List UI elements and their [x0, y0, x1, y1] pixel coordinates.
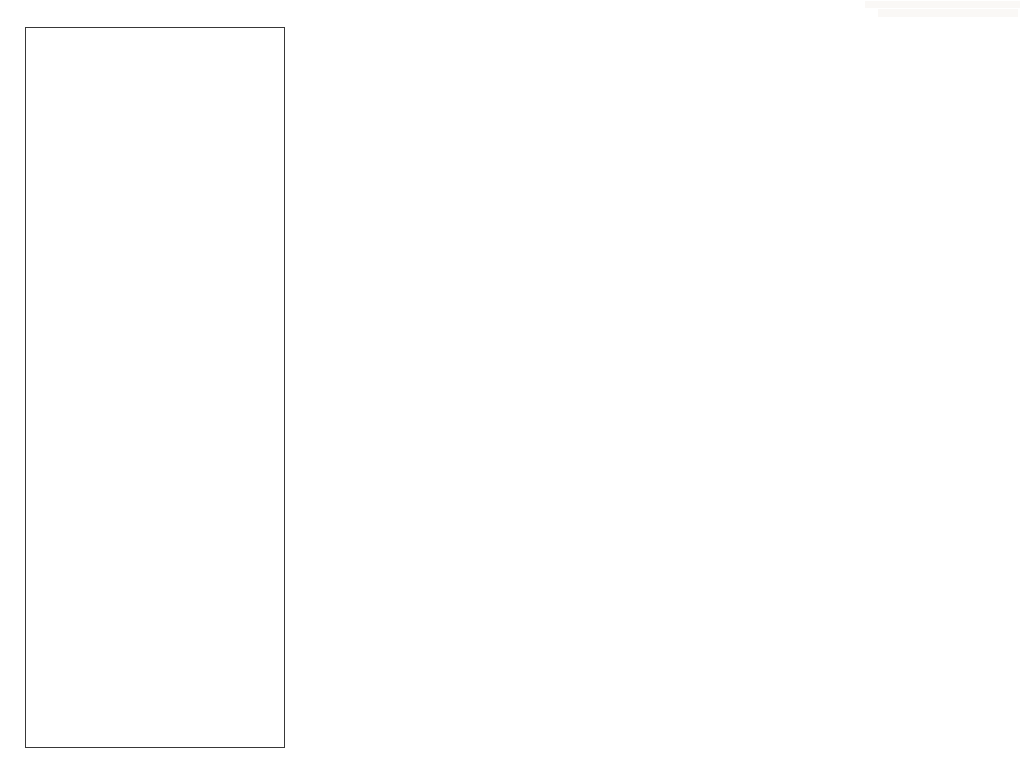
draw-table	[25, 27, 285, 748]
watermark-blur-bottom	[878, 9, 1018, 17]
watermark-blur-top	[865, 1, 1020, 8]
